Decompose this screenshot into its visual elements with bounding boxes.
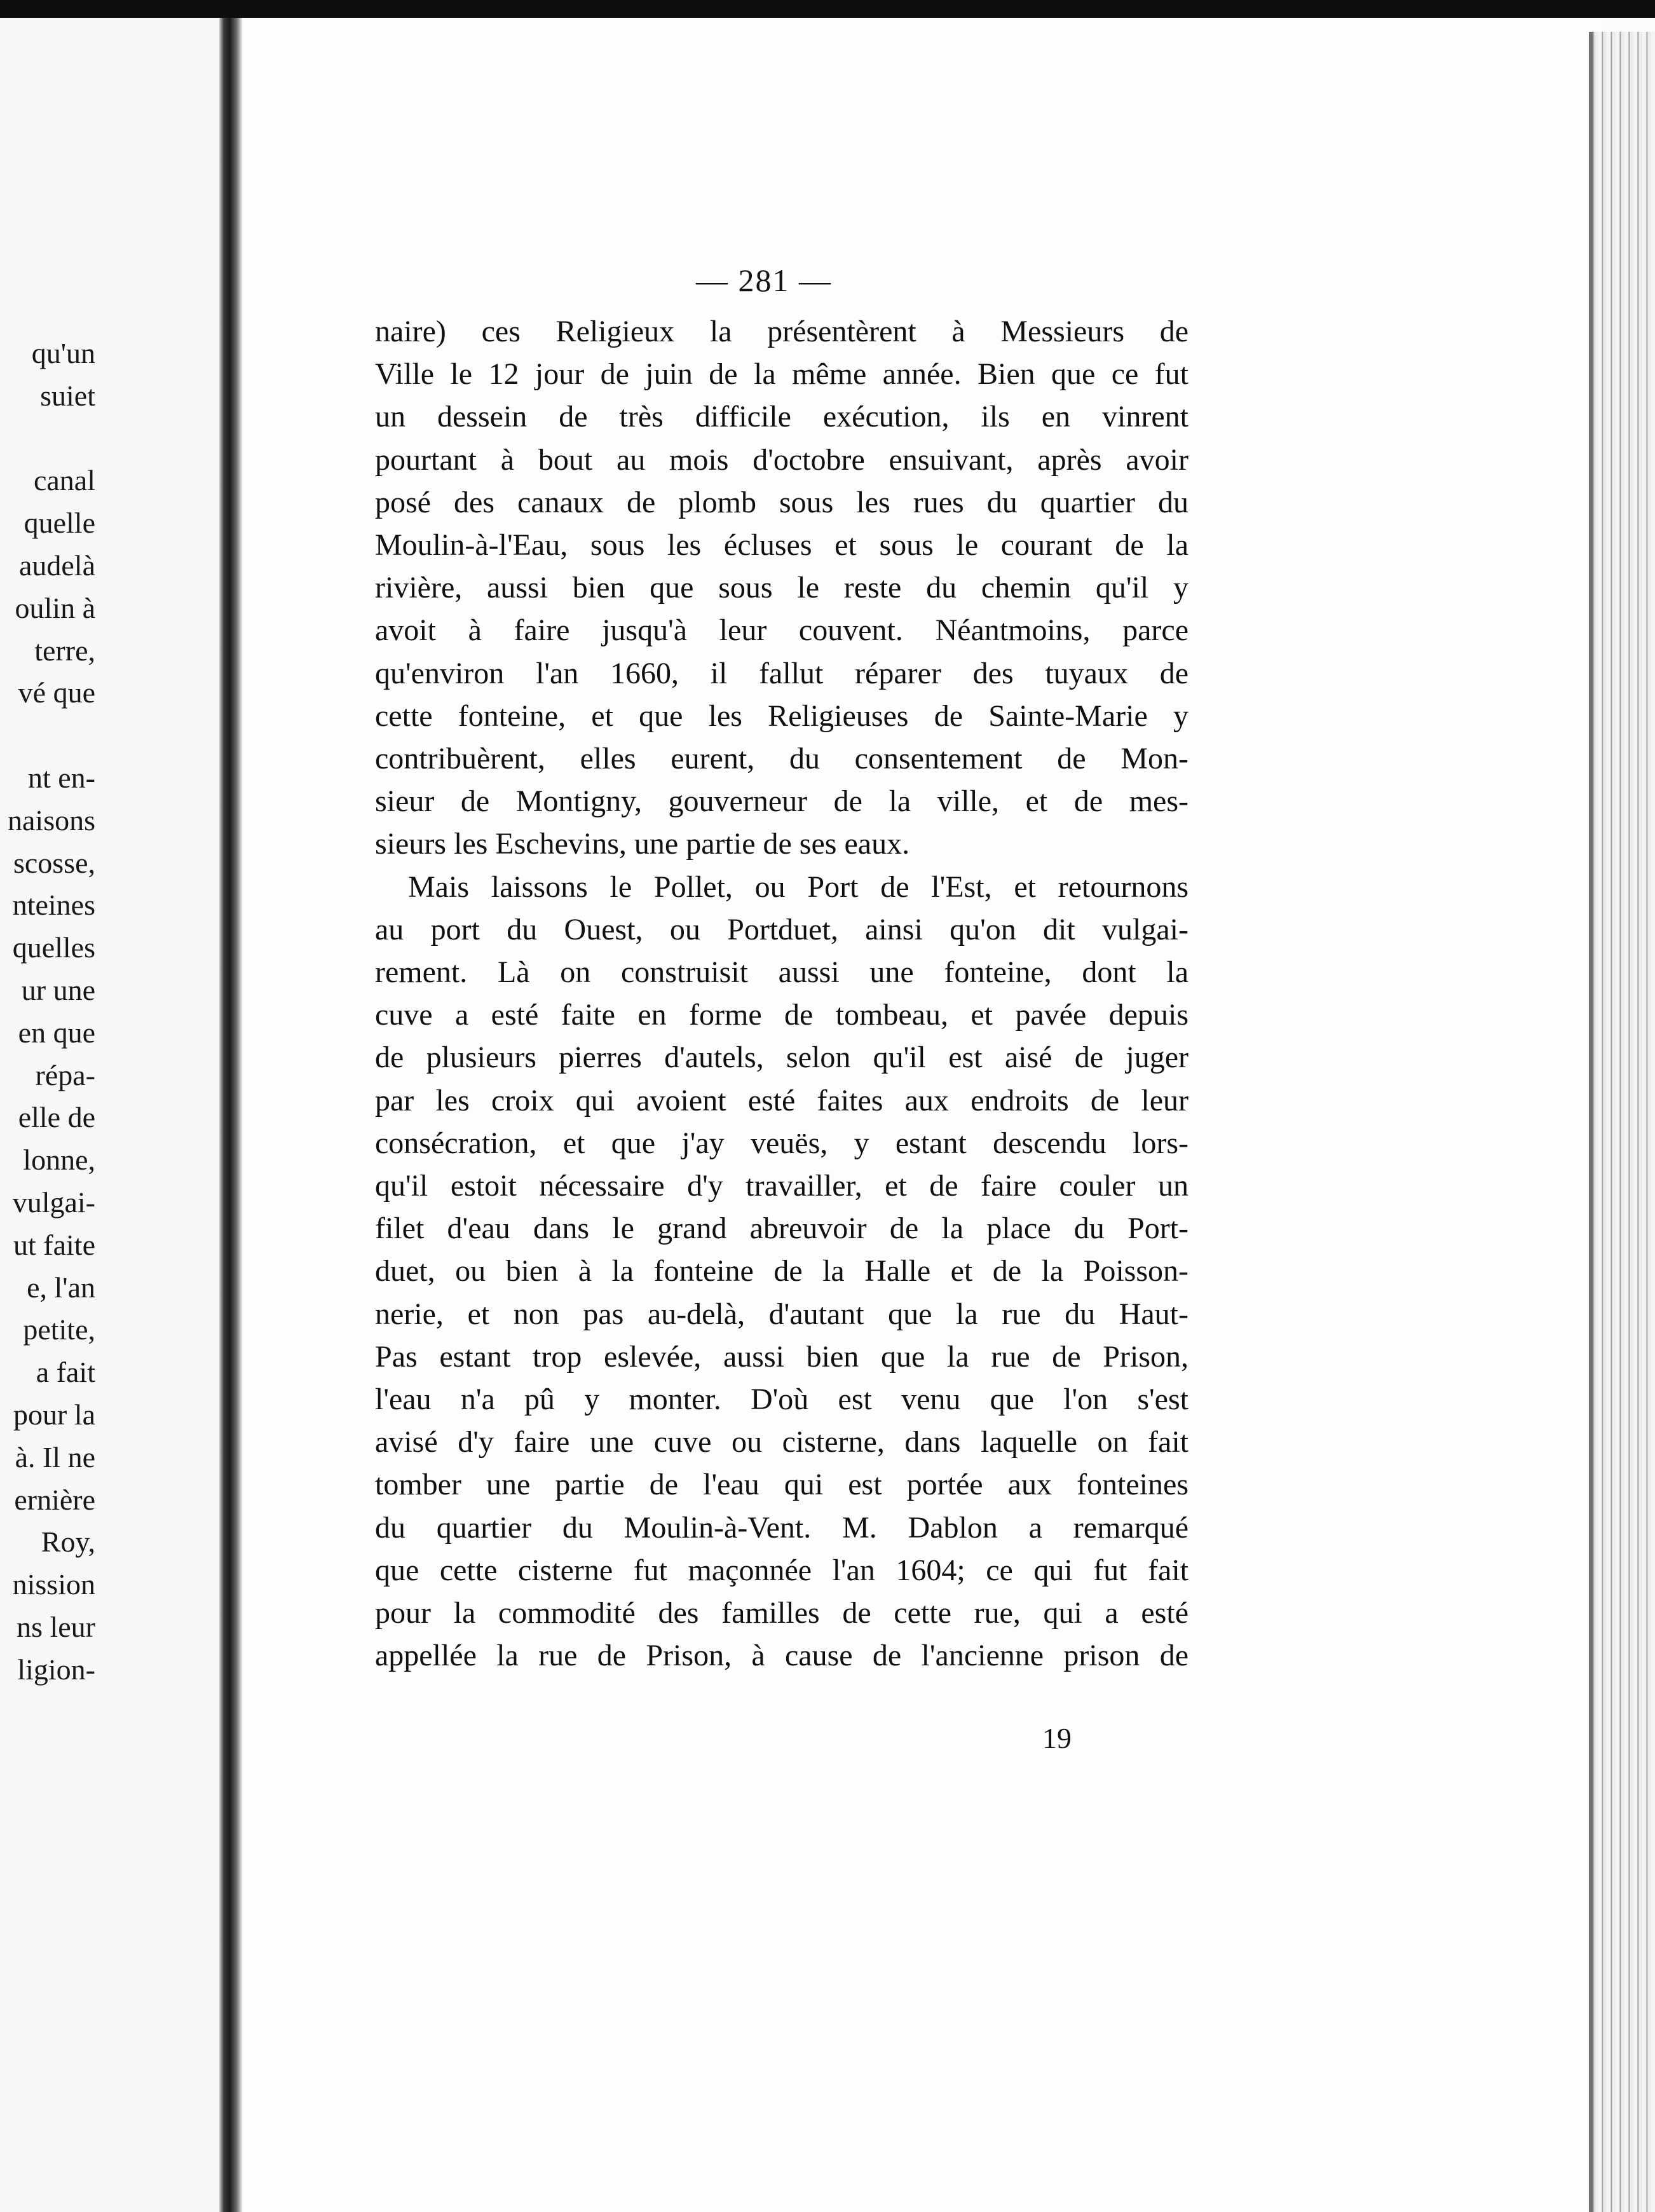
left-fragment-line: ut faite xyxy=(13,1228,95,1261)
left-fragment-line: nteines xyxy=(12,889,95,922)
book-gutter xyxy=(219,18,242,2212)
left-fragment-line: vé que xyxy=(18,676,95,709)
text-line: Ville le 12 jour de juin de la même année. Bien que ce fut xyxy=(375,357,1188,392)
left-fragment-line: canal xyxy=(33,464,95,497)
left-fragment-line: nission xyxy=(12,1568,95,1601)
left-page xyxy=(0,18,219,2212)
text-line: posé des canaux de plomb sous les rues du quartier du xyxy=(375,485,1188,519)
left-fragment-line: terre, xyxy=(34,634,95,667)
left-fragment-line: qu'un xyxy=(31,337,95,369)
page-edges xyxy=(1589,32,1655,2212)
left-fragment-line: quelle xyxy=(24,507,95,540)
text-line: un dessein de très difficile exécution, ils en vinrent xyxy=(375,400,1188,434)
left-fragment-line: à. Il ne xyxy=(15,1440,95,1473)
text-line: rivière, aussi bien que sous le reste du chemin qu'il y xyxy=(375,571,1188,605)
text-line: de plusieurs pierres d'autels, selon qu'il est aisé de juger xyxy=(375,1041,1188,1075)
text-line: du quartier du Moulin-à-Vent. M. Dablon a remarqué xyxy=(375,1510,1188,1545)
text-line: sieurs les Eschevins, une partie de ses eaux. xyxy=(375,827,910,861)
left-fragment-line: répa- xyxy=(35,1058,95,1091)
left-fragment-line: scosse, xyxy=(13,846,95,879)
scan-top-border xyxy=(0,0,1655,18)
text-line: duet, ou bien à la fonteine de la Halle et de la Poisson- xyxy=(375,1254,1188,1288)
left-fragment-line: nt en- xyxy=(27,761,95,794)
left-fragment-line: oulin à xyxy=(15,591,95,624)
left-fragment-line: naisons xyxy=(8,803,95,836)
text-line: consécration, et que j'ay veuës, y estant descendu lors- xyxy=(375,1126,1188,1160)
text-line: qu'il estoit nécessaire d'y travailler, et de faire couler un xyxy=(375,1169,1188,1203)
left-fragment-line: elle de xyxy=(18,1101,95,1134)
text-line: au port du Ouest, ou Portduet, ainsi qu'on dit vulgai- xyxy=(375,912,1188,946)
text-line: par les croix qui avoient esté faites aux endroits de leur xyxy=(375,1083,1188,1117)
text-line: cette fonteine, et que les Religieuses de Sainte-Marie y xyxy=(375,699,1188,733)
left-fragment-line: e, l'an xyxy=(27,1271,95,1304)
signature-mark: 19 xyxy=(1042,1722,1072,1754)
left-fragment-line xyxy=(0,418,95,460)
left-fragment-line: petite, xyxy=(23,1313,95,1346)
text-line: qu'environ l'an 1660, il fallut réparer des tuyaux de xyxy=(375,656,1188,690)
text-line: avisé d'y faire une cuve ou cisterne, dans laquelle on fait xyxy=(375,1425,1188,1459)
left-fragment-line: ns leur xyxy=(17,1610,95,1643)
text-line: contribuèrent, elles eurent, du consentement de Mon- xyxy=(375,742,1188,776)
text-line: tomber une partie de l'eau qui est portée aux fonteines xyxy=(375,1468,1188,1502)
text-line: Moulin-à-l'Eau, sous les écluses et sous le courant de la xyxy=(375,528,1188,563)
text-line: rement. Là on construisit aussi une fonteine, dont la xyxy=(375,955,1188,990)
left-fragment-line: en que xyxy=(18,1016,95,1049)
text-line: nerie, et non pas au-delà, d'autant que la rue du Haut- xyxy=(375,1297,1188,1331)
left-fragment-line: a fait xyxy=(36,1356,95,1389)
left-fragment-line: quelles xyxy=(12,931,95,964)
text-line: Pas estant trop eslevée, aussi bien que la rue de Prison, xyxy=(375,1339,1188,1374)
left-fragment-line: lonne, xyxy=(23,1144,95,1177)
left-page-text-fragments xyxy=(0,332,95,1691)
left-fragment-line: ligion- xyxy=(17,1653,95,1686)
paragraph-start-line: Mais laissons le Pollet, ou Port de l'Est, et retournons xyxy=(408,870,1188,904)
left-fragment-line: audelà xyxy=(18,549,95,582)
text-line: filet d'eau dans le grand abreuvoir de la place du Port- xyxy=(375,1212,1188,1246)
left-fragment-line: ur une xyxy=(21,973,95,1006)
text-line: que cette cisterne fut maçonnée l'an 1604; ce qui fut fait xyxy=(375,1553,1188,1587)
text-line: pourtant à bout au mois d'octobre ensuivant, après avoir xyxy=(375,442,1188,477)
body-text xyxy=(375,310,1188,1677)
text-line: pour la commodité des familles de cette rue, qui a esté xyxy=(375,1596,1188,1630)
left-fragment-line: Roy, xyxy=(41,1526,95,1559)
text-line: l'eau n'a pû y monter. D'où est venu que l'on s'est xyxy=(375,1382,1188,1417)
left-fragment-line: ernière xyxy=(14,1483,95,1516)
left-fragment-line: vulgai- xyxy=(12,1185,95,1219)
left-fragment-line xyxy=(0,714,95,757)
text-line: naire) ces Religieux la présentèrent à Messieurs de xyxy=(375,315,1188,348)
text-line: cuve a esté faite en forme de tombeau, et pavée depuis xyxy=(375,998,1188,1032)
left-fragment-line: pour la xyxy=(13,1398,95,1431)
page-number: — 281 — xyxy=(696,263,832,298)
text-line: appellée la rue de Prison, à cause de l'ancienne prison de xyxy=(375,1639,1188,1673)
left-fragment-line: suiet xyxy=(40,379,95,412)
text-line: sieur de Montigny, gouverneur de la ville, et de mes- xyxy=(375,784,1188,819)
text-line: avoit à faire jusqu'à leur couvent. Néantmoins, parce xyxy=(375,613,1188,648)
